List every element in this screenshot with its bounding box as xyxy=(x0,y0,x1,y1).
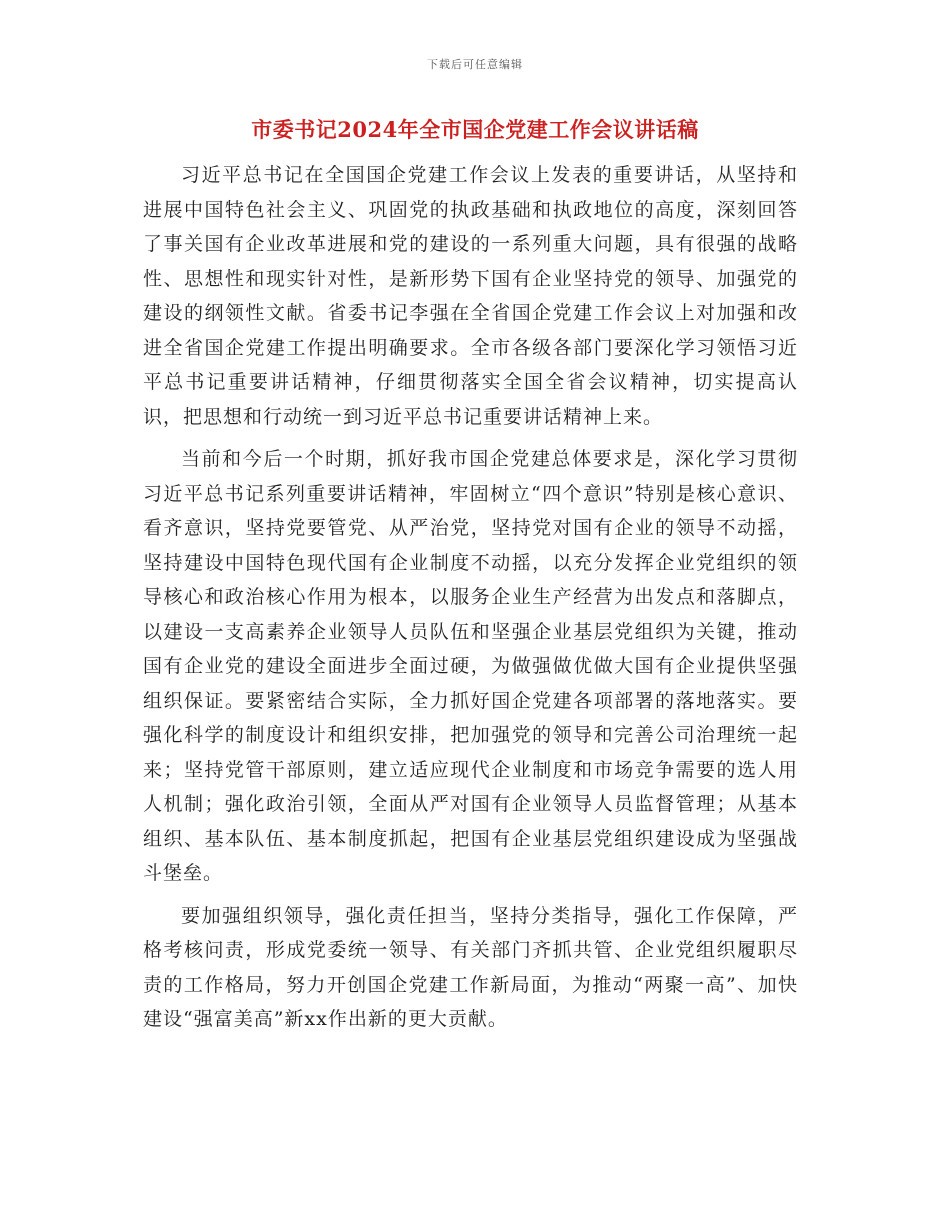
document-body xyxy=(143,158,798,1045)
header-note: 下载后可任意编辑 xyxy=(427,58,523,71)
document-title: 市委书记2024年全市国企党建工作会议讲话稿 xyxy=(251,117,699,142)
paragraph-2: 当前和今后一个时期，抓好我市国企党建总体要求是，深化学习贯彻习近平总书记系列重要讲话精神，牢固树立“四个意识”特别是核心意识、看齐意识，坚持党要管党、从严治党，坚持党对国有企业的领导不动摇，坚持建设中国特色现代国有企业制度不动摇，以充分发挥企业党组织的领导核心和政治核心作用为根本，以服务企业生产经营为出发点和落脚点，以建设一支高素养企业领导人员队伍和坚强企业基层党组织为关键，推动国有企业党的建设全面进步全面过硬，为做强做优做大国有企业提供坚强组织保证。要紧密结合实际，全力抓好国企党建各项部署的落地落实。要强化科学的制度设计和组织安排，把加强党的领导和完善公司治理统一起来；坚持党管干部原则，建立适应现代企业制度和市场竞争需要的选人用人机制；强化政治引领，全面从严对国有企业领导人员监督管理；从基本组织、基本队伍、基本制度抓起，把国有企业基层党组织建设成为坚强战斗堡垒。 xyxy=(143,448,798,884)
paragraph-1: 习近平总书记在全国国企党建工作会议上发表的重要讲话，从坚持和进展中国特色社会主义、巩固党的执政基础和执政地位的高度，深刻回答了事关国有企业改革进展和党的建设的一系列重大问题，具有很强的战略性、思想性和现实针对性，是新形势下国有企业坚持党的领导、加强党的建设的纲领性文献。省委书记李强在全省国企党建工作会议上对加强和改进全省国企党建工作提出明确要求。全市各级各部门要深化学习领悟习近平总书记重要讲话精神，仔细贯彻落实全国全省会议精神，切实提高认识，把思想和行动统一到习近平总书记重要讲话精神上来。 xyxy=(143,164,798,428)
paragraph-3: 要加强组织领导，强化责任担当，坚持分类指导，强化工作保障，严格考核问责，形成党委统一领导、有关部门齐抓共管、企业党组织履职尽责的工作格局，努力开创国企党建工作新局面，为推动“两聚一高”、加快建设“强富美高”新xx作出新的更大贡献。 xyxy=(143,904,798,1030)
